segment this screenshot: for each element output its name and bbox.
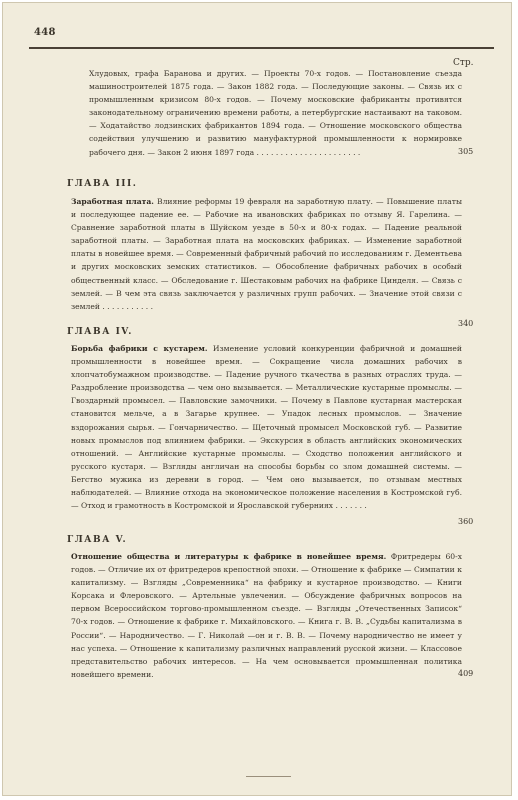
entry-lead-title: Борьба фабрики с кустарем. [71, 344, 208, 353]
entry-lead-title: Заработная плата. [71, 197, 154, 206]
page-ref: 305 [458, 147, 474, 156]
page-ref: 340 [458, 319, 474, 328]
toc-entry-chapter-4 [71, 342, 462, 512]
page-ref: 360 [458, 517, 474, 526]
chapter-heading: ГЛАВА V. [67, 535, 128, 545]
entry-lead-title: Отношение общества и литературы к фабрике в новейшее время. [71, 552, 387, 561]
toc-entry-continuation [89, 67, 462, 159]
chapter-heading: ГЛАВА III. [67, 179, 138, 189]
toc-entry-chapter-5 [71, 550, 462, 681]
chapter-heading: ГЛАВА IV. [67, 327, 133, 337]
book-page [2, 2, 512, 796]
header-rule [29, 47, 494, 49]
page-ref: 409 [458, 669, 474, 678]
end-rule [246, 776, 291, 777]
entry-text: Фритредеры 60-х годов. — Отличие их от фритредеров крепостной эпохи. — Отношение к фабрике — Симпатии к капитализму. — Взгляды „Современника“ на фабрику и кустарное производство. — Книги Корсака и Флеровского. — Артельные увлечения. — Обсуждение фабричных вопросов на первом Всероссийском торгово-промышленном съезде. — Взгляды „Отечественных Записок“ 70-х годов. — Отношение к фабрике г. Михайловского. — Книга г. В. В. „Судьбы капитализма в России“. — Народничество. — Г. Николай —он и г. В. В. — Почему народничество не имеет у нас успеха. — Отношение к капитализму различных направлений русской жизни. — Классовое представительство рабочих интересов. — На чем основывается промышленная политика новейшего времени. [71, 552, 462, 679]
entry-text: Изменение условий конкуренции фабричной и домашней промышленности в новейшее время. — Сокращение числа домашних рабочих в хлопчатобумажном производстве. — Падение ручного ткачества в разных отраслях труда. — Раздробление производства — чем оно вызывается. — Металлические кустарные промыслы. — Гвоздарный промысел. — Павловские замочники. — Почему в Павлове кустарная мастерская становится мельче, а в Загарье крупнее. — Упадок лесных промыслов. — Значение вздорожания сырья. — Гончарничество. — Щеточный промысел Московской губ. — Развитие новых промыслов под влиянием фабрики. — Экскурсия в область английских экономических отношений. — Английские кустарные промыслы. — Сходство положения английского и русского кустаря. — Взгляды англичан на способы борьбы со злом домашней системы. — Бегство мужика из деревни в город. — Чем оно вызывается, по отзывам местных наблюдателей. — Влияние отхода на экономическое положение населения в Костромской губ. — Отход и грамотность в Костромской и Ярославской губерниях . . . . . . . [71, 344, 462, 511]
entry-text: Влияние реформы 19 февраля на заработную плату. — Повышение платы и последующее падение ее. — Рабочие на ивановских фабриках по отзыву Я. Гарелина. — Сравнение заработной платы в Шуйском уезде в 50-х и 80-х годах. — Падение реальной заработной платы. — Заработная плата на московских фабриках. — Изменение заработной платы в новейшее время. — Современный фабричный рабочий по исследованиям г. Дементьева и других московских земских статистиков. — Обособление фабричных рабочих в особый общественный класс. — Обследование г. Шестаковым рабочих на фабрике Цинделя. — Связь с землей. — В чем эта связь заключается у различных групп рабочих. — Значение этой связи с землей . . . . . . . . . . . [71, 197, 462, 311]
page-column-header: Стр. [453, 58, 474, 68]
entry-text: Хлудовых, графа Баранова и других. — Проекты 70-х годов. — Постановление съезда машиностроителей 1875 года. — Закон 1882 года. — Последующие законы. — Связь их с промышленным кризисом 80-х годов. — Почему московские фабриканты противятся законодательному ограничению времени работы, а петербургские настаивают на таковом. — Ходатайство лодзинских фабрикантов 1894 года. — Отношение московского общества содействия улучшению и развитию мануфактурной промышленности к нормировке рабочего дня. — Закон 2 июня 1897 года . . . . . . . . . . . . . . . . . . . . . . [89, 69, 462, 157]
toc-entry-chapter-3 [71, 195, 462, 313]
page-number: 448 [34, 27, 56, 38]
